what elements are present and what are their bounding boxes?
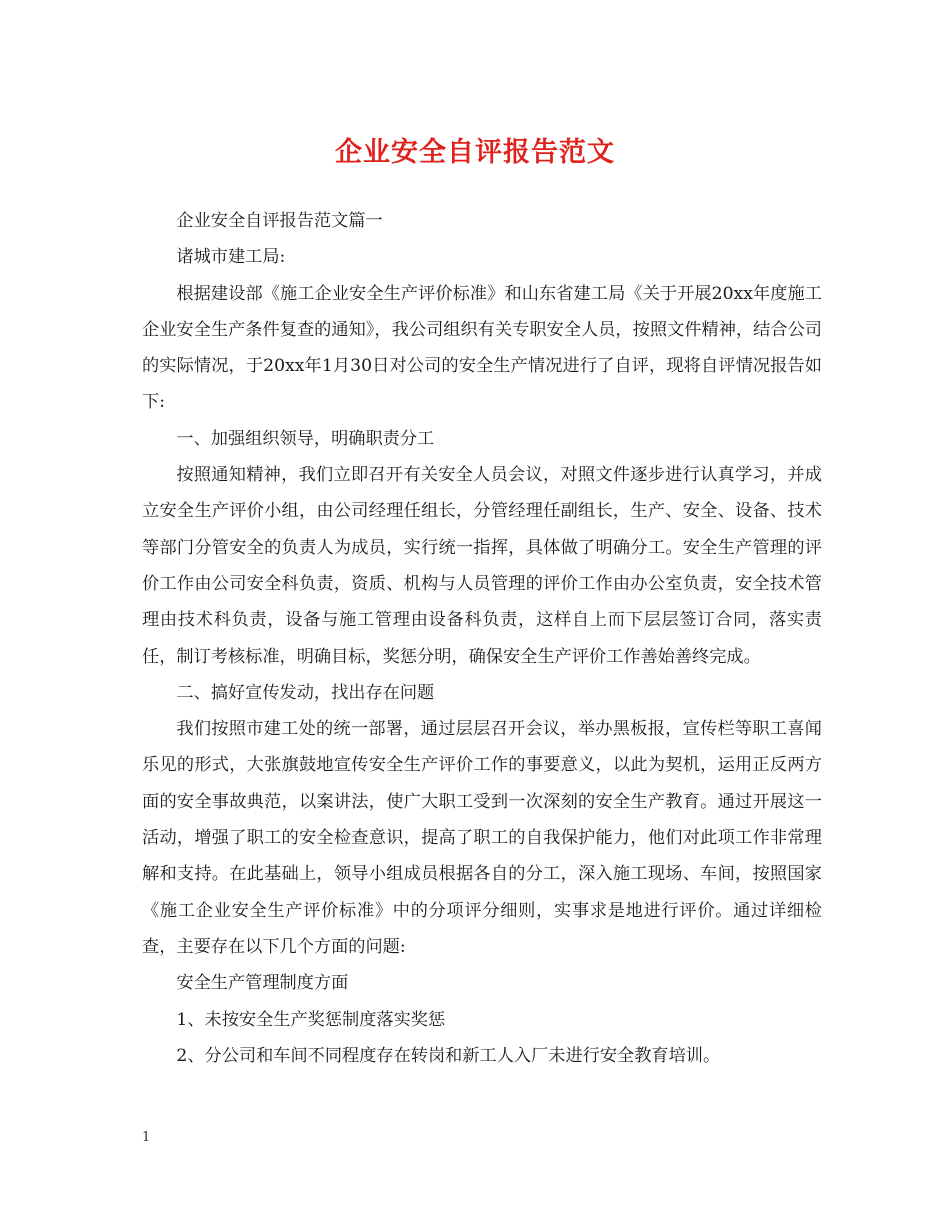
list-item-1: 1、未按安全生产奖惩制度落实奖惩 — [176, 1009, 446, 1030]
paragraph-intro: 根据建设部《施工企业安全生产评价标准》和山东省建工局《关于开展20xx年度施工企业安全生产条件复查的通知》，我公司组织有关专职安全人员，按照文件精神，结合公司的实际情况，于20xx年1月30日对公司的安全生产情况进行了自评，现将自评情况报告如下: — [142, 283, 822, 413]
list-item-2: 2、分公司和车间不同程度存在转岗和新工人入厂未进行安全教育培训。 — [176, 1045, 721, 1066]
paragraph-publicity: 我们按照市建工处的统一部署，通过层层召开会议，举办黑板报，宣传栏等职工喜闻乐见的形式，大张旗鼓地宣传安全生产评价工作的事要意义，以此为契机，运用正反两方面的安全事故典范，以案讲法，使广大职工受到一次深刻的安全生产教育。通过开展这一活动，增强了职工的安全检查意识，提高了职工的自我保护能力，他们对此项工作非常理解和支持。在此基础上，领导小组成员根据各自的分工，深入施工现场、车间，按照国家《施工企业安全生产评价标准》中的分项评分细则，实事求是地进行评价。通过详细检查，主要存在以下几个方面的问题: — [142, 719, 822, 957]
heading-section-one: 一、加强组织领导，明确职责分工 — [176, 428, 435, 449]
document-title: 企业安全自评报告范文 — [335, 137, 615, 168]
heading-management-system: 安全生产管理制度方面 — [176, 973, 349, 994]
document-body — [142, 203, 822, 1074]
salutation: 诸城市建工局: — [176, 247, 286, 268]
heading-section-two: 二、搞好宣传发动，找出存在问题 — [176, 682, 435, 703]
paragraph-organization: 按照通知精神，我们立即召开有关安全人员会议，对照文件逐步进行认真学习，并成立安全生产评价小组，由公司经理任组长，分管经理任副组长，生产、安全、设备、技术等部门分管安全的负责人为成员，实行统一指挥，具体做了明确分工。安全生产管理的评价工作由公司安全科负责，资质、机构与人员管理的评价工作由办公室负责，安全技术管理由技术科负责，设备与施工管理由设备科负责，这样自上而下层层签订合同，落实责任，制订考核标准，明确目标，奖惩分明，确保安全生产评价工作善始善终完成。 — [142, 465, 822, 667]
section-heading-article-one: 企业安全自评报告范文篇一 — [176, 211, 383, 231]
page-number: 1 — [142, 1130, 151, 1145]
